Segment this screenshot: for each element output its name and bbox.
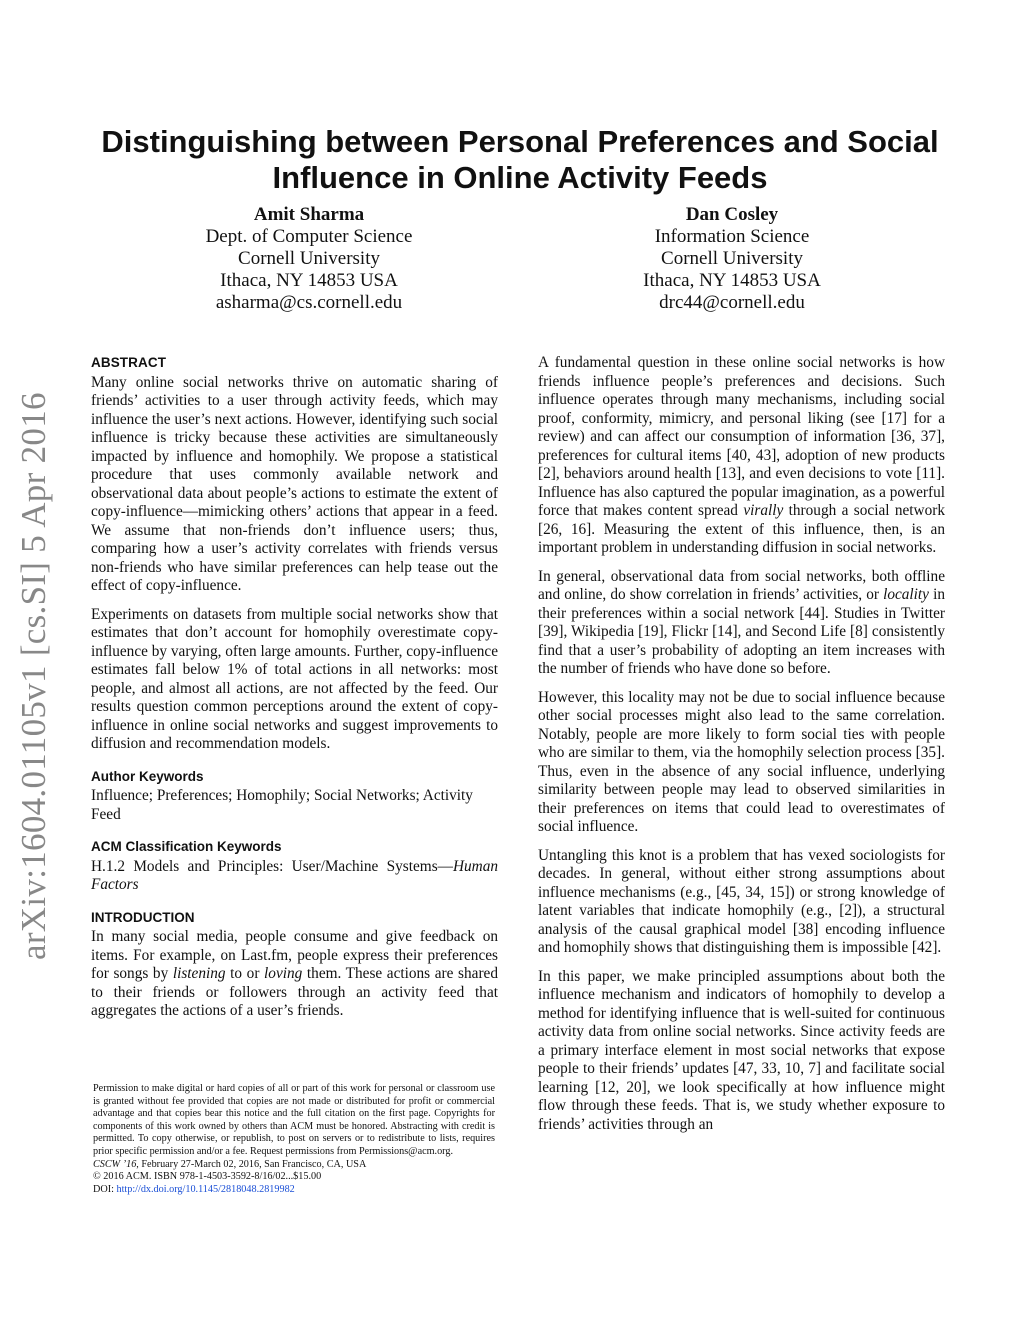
body-paragraph-4: Untangling this knot is a problem that has vexed sociologists for decades. In general, without either strong assumptions about influence mechanisms (e.g., [45, 34, 15]) or strong knowledge of latent variables that indicate homophily (e.g., [2]), a structural analysis of the causal graphical model [38] encoding influence and homophily shows that distinguishing them is impossible [42]. (538, 846, 945, 956)
p1-text-b: through a social network [26, 16]. Measuring the extent of this influence, then, is an important problem in understanding diffusion in social networks. (538, 502, 945, 556)
author-block-2 (562, 204, 902, 314)
author-name: Amit Sharma (253, 204, 365, 225)
doi-line (93, 1184, 495, 1197)
author-university: Cornell University (238, 248, 380, 269)
introduction-heading: INTRODUCTION (91, 909, 195, 925)
body-paragraph-3: However, this locality may not be due to social influence because other social processes might also lead to the same correlation. Notably, people are more likely to form social ties with people who are similar to them, via the homophily selection process [35]. Thus, even in the absence of any social influence, underlying similarity between people may lead to observed similarities in their preferences on items that could lead to overestimates of social influence. (538, 688, 945, 835)
conference-details: , February 27-March 02, 2016, San Francisco, CA, USA (136, 1158, 367, 1170)
conference-name: CSCW ’16 (93, 1158, 137, 1170)
author-block-1 (139, 204, 479, 314)
acm-keywords-italic: Human Factors (91, 857, 498, 893)
doi-label: DOI: (93, 1183, 117, 1195)
author-email: drc44@cornell.edu (659, 292, 805, 313)
acm-keywords-main: H.1.2 Models and Principles: User/Machine Systems— (91, 857, 453, 875)
paper-title (60, 124, 980, 196)
body-paragraph-5: In this paper, we make principled assumptions about both the influence mechanism and indicators of homophily to develop a method for identifying influence that is well-suited for continuous activity data from online social networks. Since activity feeds are a primary interface element in most social networks that expose people to their friends’ updates [47, 33, 10, 7] and facilitate social learning [12, 20], we look specifically at how influence might flow through these feeds. That is, we study whether exposure to friends’ activities through an (538, 967, 945, 1133)
acm-keywords-text (91, 858, 498, 895)
author-university: Cornell University (661, 248, 803, 269)
intro-text-a: In many social media, people consume and give feedback on items. For example, on Last.fm, people express their preferences for songs by (91, 928, 498, 982)
abstract-heading: ABSTRACT (91, 355, 167, 370)
conference-info (93, 1159, 495, 1172)
p2-text-a: In general, observational data from social networks, both offline and online, do show correlation in friends’ activities, or (538, 567, 945, 603)
author-dept: Information Science (654, 226, 810, 247)
left-column (91, 354, 498, 1031)
title-line-2: Influence in Online Activity Feeds (272, 160, 768, 195)
body-paragraph-2 (538, 568, 945, 679)
arxiv-identifier: arXiv:1604.01105v1 [cs.SI] 5 Apr 2016 (14, 392, 53, 960)
intro-listening: listening (172, 965, 226, 982)
permission-text: Permission to make digital or hard copies of all or part of this work for personal or classroom use is granted without fee provided that copies are not made or distributed for profit or commercial advantage and that copies bear this notice and the full citation on the first page. Copyrights for components of this work owned by others than ACM must be honored. Abstracting with credit is permitted. To copy otherwise, or republish, to post on servers or to redistribute to lists, requires prior specific permission and/or a fee. Request permissions from Permissions@acm.org. (93, 1083, 495, 1157)
introduction-paragraph-1 (91, 928, 498, 1021)
intro-text-c: them. These actions are shared to their friends or followers through an activity feed that aggregates the actions of a user’s friends. (91, 965, 498, 1019)
p2-text-b: in their preferences within a social network [44]. Studies in Twitter [39], Wikipedia [19], Flickr [14], and Second Life [8] consistently find that a user’s probability of adopting an item increases with the number of friends who have done so before. (538, 586, 945, 677)
author-city: Ithaca, NY 14853 USA (643, 270, 821, 291)
acm-keywords-heading: ACM Classification Keywords (91, 839, 282, 854)
title-line-1: Distinguishing between Personal Preferences and Social (101, 124, 939, 159)
author-email: asharma@cs.cornell.edu (215, 292, 403, 313)
copyright-line: © 2016 ACM. ISBN 978-1-4503-3592-8/16/02...$15.00 (93, 1171, 322, 1183)
p2-locality: locality (883, 586, 929, 603)
p1-virally: virally (743, 502, 784, 519)
author-name: Dan Cosley (685, 204, 779, 225)
author-dept: Dept. of Computer Science (205, 226, 413, 247)
author-keywords-heading: Author Keywords (91, 768, 204, 784)
author-city: Ithaca, NY 14853 USA (220, 270, 398, 291)
intro-text-b: to or (225, 965, 265, 982)
author-keywords-text: Influence; Preferences; Homophily; Social Networks; Activity Feed (91, 787, 473, 823)
doi-link[interactable]: http://dx.doi.org/10.1145/2818048.2819982 (116, 1183, 295, 1195)
right-column (538, 354, 945, 1144)
abstract-paragraph-1: Many online social networks thrive on automatic sharing of friends’ activities to a user through activity feeds, which may influence the user’s next actions. However, identifying such social influence is tricky because these activities are simultaneously impacted by influence and homophily. We propose a statistical procedure that uses commonly available network and observational data about people’s actions to estimate the extent of copy-influence—mimicking others’ actions that appear in a feed. We assume that non-friends don’t influence users; thus, comparing how a user’s activity correlates with friends versus non-friends who have similar preferences can help tease out the effect of copy-influence. (91, 373, 498, 594)
body-paragraph-1 (538, 354, 945, 558)
abstract-paragraph-2: Experiments on datasets from multiple social networks show that estimates that don’t account for homophily overestimate copy-influence by varying, often large amounts. Further, copy-influence estimates fall below 1% of total actions in all networks: most people, and almost all actions, are not affected by the feed. Our results question common perceptions around the extent of copy-influence in online social networks and suggest improvements to diffusion and recommendation models. (91, 605, 498, 752)
permission-notice (93, 1083, 495, 1196)
p1-text-a: A fundamental question in these online social networks is how friends influence people’s preferences and decisions. Such influence operates through many mechanisms, including social proof, conformity, mimicry, and personal liking (see [17] for a review) and can affect our consumption of information [36, 37], preferences for cultural items [40, 43], adoption of new products [2], behaviors around health [13], and even decisions to vote [11]. Influence has also captured the popular imagination, as a powerful force that makes content spread (538, 354, 945, 519)
intro-loving: loving (264, 965, 303, 982)
